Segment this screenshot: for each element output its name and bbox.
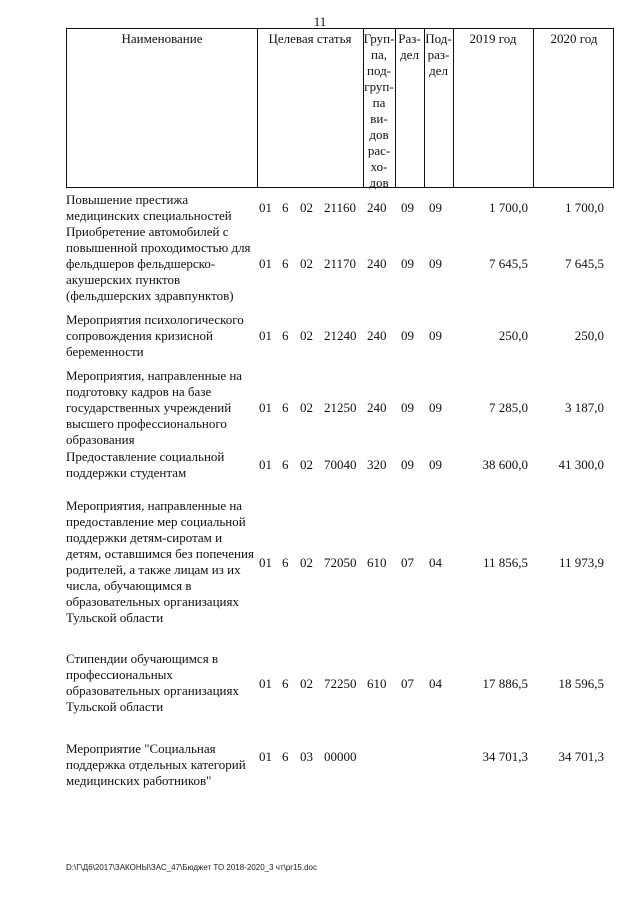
- column-divider: [453, 29, 454, 187]
- code-4: 21160: [324, 200, 357, 215]
- code-3: 02: [300, 676, 313, 691]
- code-4: 70040: [324, 457, 357, 472]
- code-3: 02: [300, 555, 313, 570]
- row-name: Мероприятия психологического сопровождения кризисной беременности: [66, 312, 244, 359]
- value-2019: 7 645,5: [489, 256, 528, 271]
- subsection-code: 09: [429, 400, 442, 415]
- header-name: Наименование: [121, 31, 203, 46]
- row-name: Приобретение автомобилей с повышенной проходимостью для фельдшеров фельдшерско- акушерских пунктов (фельдшерских здравпунктов): [66, 224, 251, 303]
- code-3: 02: [300, 328, 313, 343]
- value-2020: 1 700,0: [565, 200, 604, 215]
- table-row: [66, 368, 626, 448]
- column-divider: [257, 29, 258, 187]
- header-year-2019: 2019 год: [469, 31, 517, 46]
- code-2: 6: [282, 256, 289, 271]
- code-2: 6: [282, 328, 289, 343]
- code-4: 72250: [324, 676, 357, 691]
- subsection-code: 04: [429, 676, 442, 691]
- group-code: 240: [367, 400, 387, 415]
- section-code: 09: [401, 457, 414, 472]
- code-1: 01: [259, 676, 272, 691]
- group-code: 240: [367, 328, 387, 343]
- row-name: Мероприятие "Социальная поддержка отдельных категорий медицинских работников": [66, 741, 246, 788]
- section-code: 07: [401, 555, 414, 570]
- section-code: 07: [401, 676, 414, 691]
- table-row: [66, 312, 626, 360]
- table-row: [66, 741, 626, 789]
- section-code: 09: [401, 400, 414, 415]
- value-2020: 18 596,5: [558, 676, 604, 691]
- row-name: Мероприятия, направленные на предоставление мер социальной поддержки детям-сиротам и детям, оставшимся без попечения родителей, а также лицам из их числа, обучающимся в образовательных организациях Тульской области: [66, 498, 254, 625]
- value-2019: 1 700,0: [489, 200, 528, 215]
- code-2: 6: [282, 676, 289, 691]
- section-code: 09: [401, 328, 414, 343]
- code-3: 02: [300, 200, 313, 215]
- group-code: 240: [367, 256, 387, 271]
- table-row: [66, 498, 626, 626]
- table-row: [66, 449, 626, 481]
- value-2019: 34 701,3: [482, 749, 528, 764]
- group-code: 320: [367, 457, 387, 472]
- code-4: 72050: [324, 555, 357, 570]
- header-target-item: Целевая статья: [268, 31, 352, 46]
- header-expense-group: Груп- па, под- груп- па ви- дов рас- хо- дов: [363, 31, 395, 190]
- code-3: 02: [300, 400, 313, 415]
- code-1: 01: [259, 200, 272, 215]
- code-3: 03: [300, 749, 313, 764]
- code-2: 6: [282, 749, 289, 764]
- value-2019: 7 285,0: [489, 400, 528, 415]
- row-name: Предоставление социальной поддержки студентам: [66, 449, 225, 480]
- file-path-footer: D:\Г\Д6\2017\ЗАКОНЫ\ЗАС_47\Бюджет ТО 2018-2020_3 чт\pr15.doc: [66, 863, 317, 872]
- value-2020: 34 701,3: [558, 749, 604, 764]
- row-name: Повышение престижа медицинских специальностей: [66, 192, 232, 223]
- header-subsection: Под- раз- дел: [425, 31, 452, 78]
- code-1: 01: [259, 555, 272, 570]
- value-2020: 250,0: [574, 328, 604, 343]
- subsection-code: 09: [429, 200, 442, 215]
- code-3: 02: [300, 457, 313, 472]
- code-4: 00000: [324, 749, 357, 764]
- code-2: 6: [282, 457, 289, 472]
- value-2019: 250,0: [498, 328, 528, 343]
- code-4: 21250: [324, 400, 357, 415]
- code-1: 01: [259, 457, 272, 472]
- code-4: 21240: [324, 328, 357, 343]
- value-2019: 17 886,5: [482, 676, 528, 691]
- value-2020: 11 973,9: [558, 555, 604, 570]
- value-2019: 11 856,5: [482, 555, 528, 570]
- page-number: 11: [313, 14, 327, 29]
- row-name: Мероприятия, направленные на подготовку кадров на базе государственных учреждений высшего профессионального образования: [66, 368, 243, 447]
- value-2020: 7 645,5: [565, 256, 604, 271]
- table-row: [66, 192, 626, 224]
- value-2020: 41 300,0: [558, 457, 604, 472]
- header-section: Раз- дел: [398, 31, 421, 62]
- code-1: 01: [259, 256, 272, 271]
- code-2: 6: [282, 555, 289, 570]
- code-1: 01: [259, 400, 272, 415]
- code-2: 6: [282, 400, 289, 415]
- subsection-code: 09: [429, 457, 442, 472]
- code-4: 21170: [324, 256, 357, 271]
- group-code: 610: [367, 555, 387, 570]
- group-code: 240: [367, 200, 387, 215]
- header-year-2020: 2020 год: [550, 31, 598, 46]
- table-row: [66, 651, 626, 715]
- column-divider: [533, 29, 534, 187]
- section-code: 09: [401, 256, 414, 271]
- subsection-code: 09: [429, 328, 442, 343]
- value-2019: 38 600,0: [482, 457, 528, 472]
- section-code: 09: [401, 200, 414, 215]
- table-row: [66, 224, 626, 304]
- subsection-code: 09: [429, 256, 442, 271]
- value-2020: 3 187,0: [565, 400, 604, 415]
- code-1: 01: [259, 749, 272, 764]
- code-1: 01: [259, 328, 272, 343]
- code-3: 02: [300, 256, 313, 271]
- code-2: 6: [282, 200, 289, 215]
- table-header: [66, 28, 614, 188]
- subsection-code: 04: [429, 555, 442, 570]
- row-name: Стипендии обучающимся в профессиональных образовательных организациях Тульской области: [66, 651, 239, 714]
- group-code: 610: [367, 676, 387, 691]
